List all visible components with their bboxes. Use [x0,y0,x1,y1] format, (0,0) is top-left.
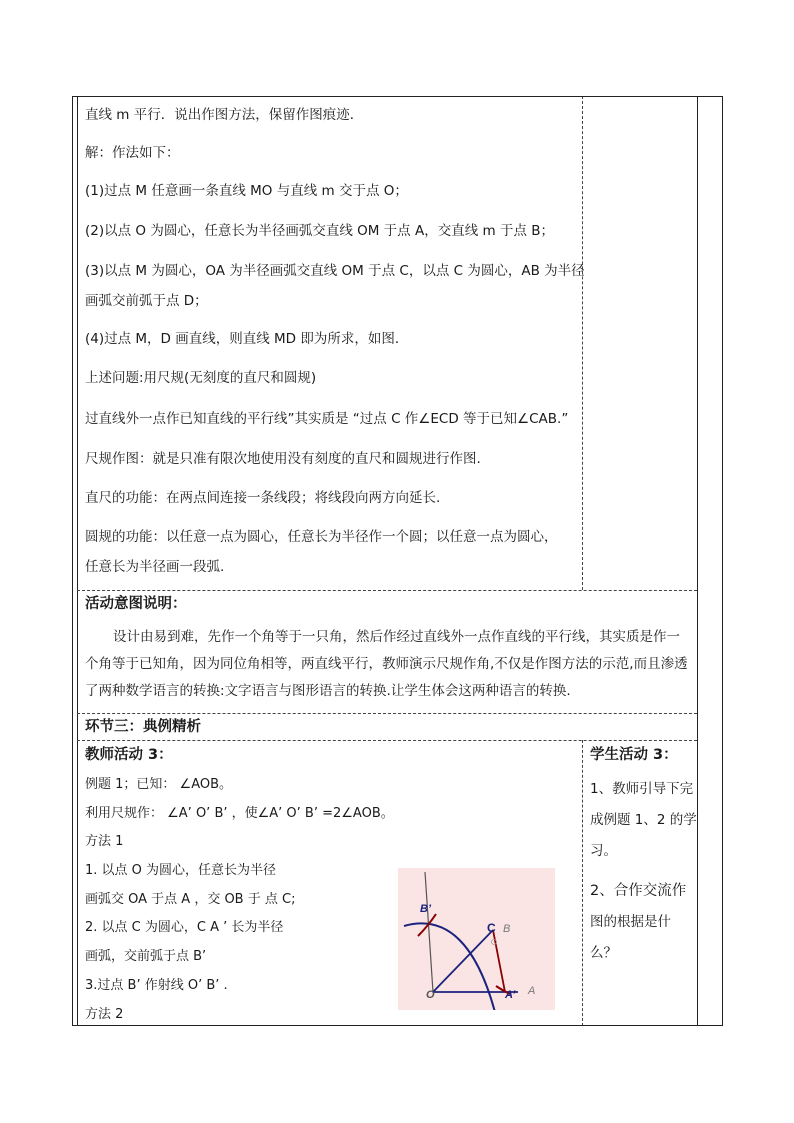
construction-step-3b: 画弧交前弧于点 D； [85,293,208,309]
construction-text-line-1: 直线 m 平行．说出作图方法，保留作图痕迹． [85,107,364,123]
construction-diagram [398,868,555,1010]
angle-construction-figure [398,868,555,1010]
method-1-step-1a: 1. 以点 O 为圆心，任意长为半径 [85,863,277,878]
construction-step-1: (1)过点 M 任意画一条直线 MO 与直线 m 交于点 O； [85,183,408,199]
definition-compass-1: 圆规的功能：以任意一点为圆心，任意长为半径作一个圆；以任意一点为圆心， [85,529,558,545]
student-question-line-1: 2、合作交流作 [590,883,687,899]
label-b: B [503,923,511,935]
construction-step-3a: (3)以点 M 为圆心，OA 为半径画弧交直线 OM 于点 C，以点 C 为圆心，AB 为半径 [85,263,585,279]
table-bottom-border [72,1025,723,1026]
intent-heading: 活动意图说明： [85,596,187,612]
definition-ruler-compass: 尺规作图：就是只准有限次地使用没有刻度的直尺和圆规进行作图. [85,451,481,467]
column-divider-top [582,96,583,590]
method-1-heading: 方法 1 [85,834,124,849]
student-task-line-2: 成例题 1、2 的学 [590,812,697,828]
definition-ruler: 直尺的功能：在两点间连接一条线段；将线段向两方向延长. [85,490,441,506]
definition-compass-2: 任意长为半径画一段弧. [85,559,225,575]
ray-oc [433,930,493,992]
label-b-prime: B’ [420,903,431,915]
method-1-step-1b: 画弧交 OA 于点 A ，交 OB 于 点 C; [85,892,296,907]
student-question-line-2: 图的根据是什 [590,914,671,930]
construction-step-4: (4)过点 M，D 画直线，则直线 MD 即为所求，如图． [85,331,409,347]
label-o: O [426,989,435,1001]
method-2-heading: 方法 2 [85,1007,124,1022]
row-divider-intent [77,590,697,591]
intent-paragraph: 设计由易到难，先作一个角等于一只角，然后作经过直线外一点作直线的平行线，其实质是作一个角等于已知角，因为同位角相等，两直线平行，教师演示尺规作角,不仅是作图方法的示范,而且渗透了两种数学语言的转换:文字语言与图形语言的转换.让学生体会这两种语言的转换. [85,629,688,699]
example-task: 利用尺规作： ∠A’ O’ B’ ，使∠A’ O’ B’ =2∠AOB。 [85,806,394,821]
construction-arc [404,923,496,1010]
solution-heading: 解：作法如下： [85,145,180,161]
table-inner-right-border [697,96,698,1026]
section3-heading: 环节三：典例精析 [85,719,201,735]
row-divider-activities [77,740,697,741]
teacher-activity-heading: 教师活动 3： [85,747,173,763]
table-left-border [72,96,73,1026]
table-top-border [72,96,723,97]
method-1-step-3: 3.过点 B’ 作射线 O’ B’ . [85,978,228,993]
label-c: C [487,921,496,935]
student-question-line-3: 么？ [590,945,617,961]
student-task-line-3: 习。 [590,843,617,859]
student-activity-heading: 学生活动 3： [590,747,678,763]
row-divider-section3 [77,713,697,714]
method-1-step-2b: 画弧，交前弧于点 B’ [85,949,207,964]
table-right-border [722,96,723,1026]
column-divider-bottom [582,740,583,1026]
label-a: A [528,985,536,997]
construction-step-2: (2)以点 O 为圆心，任意长为半径画弧交直线 OM 于点 A，交直线 m 于点 B； [85,223,554,239]
summary-line-1: 上述问题:用尺规(无刻度的直尺和圆规) [85,370,317,386]
ray-ob-prime [425,872,433,992]
summary-line-2: 过直线外一点作已知直线的平行线”其实质是 “过点 C 作∠ECD 等于已知∠CAB.” [85,411,569,427]
label-a-prime: A’ [505,989,516,1001]
table-inner-left-border [77,96,78,1026]
student-task-line-1: 1、教师引导下完 [590,781,694,797]
example-given: 例题 1；已知： ∠AOB。 [85,777,233,792]
method-1-step-2a: 2. 以点 C 为圆心，C A ’ 长为半径 [85,920,284,935]
